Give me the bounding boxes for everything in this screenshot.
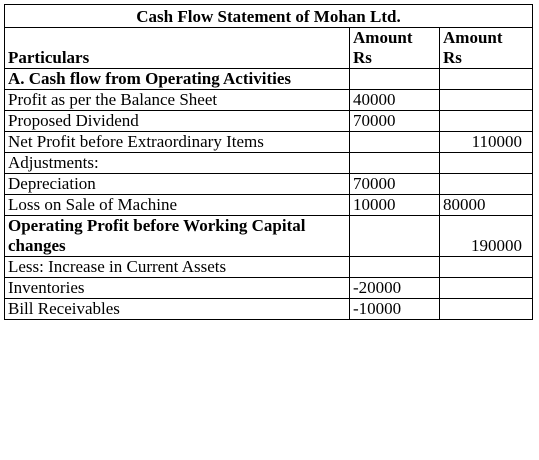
- header-row: [5, 28, 533, 69]
- row-amount-2: 190000: [440, 216, 533, 257]
- row-amount-1: 40000: [350, 90, 440, 111]
- row-particulars: Loss on Sale of Machine: [5, 195, 350, 216]
- row-amount-2: [440, 174, 533, 195]
- row-particulars: Inventories: [5, 278, 350, 299]
- row-particulars: Net Profit before Extraordinary Items: [5, 132, 350, 153]
- row-amount-2: 80000: [440, 195, 533, 216]
- table-row: [5, 132, 533, 153]
- row-amount-1: [350, 69, 440, 90]
- row-particulars: Operating Profit before Working Capital changes: [5, 216, 350, 257]
- row-particulars: Profit as per the Balance Sheet: [5, 90, 350, 111]
- row-amount-1: [350, 132, 440, 153]
- cash-flow-table: [4, 4, 533, 320]
- row-amount-1: -10000: [350, 299, 440, 320]
- statement-title: Cash Flow Statement of Mohan Ltd.: [5, 5, 533, 28]
- row-amount-2: [440, 153, 533, 174]
- row-amount-2: [440, 90, 533, 111]
- table-row: [5, 216, 533, 257]
- row-amount-2: [440, 299, 533, 320]
- table-row: [5, 111, 533, 132]
- row-particulars: Less: Increase in Current Assets: [5, 257, 350, 278]
- table-row: [5, 69, 533, 90]
- table-row: [5, 90, 533, 111]
- row-particulars: Bill Receivables: [5, 299, 350, 320]
- row-amount-1: 70000: [350, 111, 440, 132]
- row-particulars: Proposed Dividend: [5, 111, 350, 132]
- title-row: [5, 5, 533, 28]
- amount-header-1: [350, 28, 440, 69]
- row-particulars: A. Cash flow from Operating Activities: [5, 69, 350, 90]
- row-amount-2: [440, 278, 533, 299]
- row-amount-1: [350, 153, 440, 174]
- table-row: [5, 195, 533, 216]
- row-amount-1: 70000: [350, 174, 440, 195]
- particulars-header: [5, 28, 350, 69]
- particulars-header-label: Particulars: [8, 48, 90, 67]
- amount-header-2-label: Amount: [443, 28, 503, 47]
- table-row: [5, 299, 533, 320]
- row-amount-1: [350, 216, 440, 257]
- row-amount-2: [440, 257, 533, 278]
- row-amount-1: [350, 257, 440, 278]
- row-particulars: Adjustments:: [5, 153, 350, 174]
- amount-header-1-unit: Rs: [353, 48, 372, 67]
- cash-flow-statement: [4, 4, 532, 320]
- row-amount-2: 110000: [440, 132, 533, 153]
- row-amount-2: [440, 111, 533, 132]
- row-particulars: Depreciation: [5, 174, 350, 195]
- row-amount-1: 10000: [350, 195, 440, 216]
- row-amount-1: -20000: [350, 278, 440, 299]
- row-amount-2: [440, 69, 533, 90]
- table-row: [5, 278, 533, 299]
- amount-header-2: [440, 28, 533, 69]
- amount-header-1-label: Amount: [353, 28, 413, 47]
- table-row: [5, 174, 533, 195]
- amount-header-2-unit: Rs: [443, 48, 462, 67]
- table-row: [5, 153, 533, 174]
- table-row: [5, 257, 533, 278]
